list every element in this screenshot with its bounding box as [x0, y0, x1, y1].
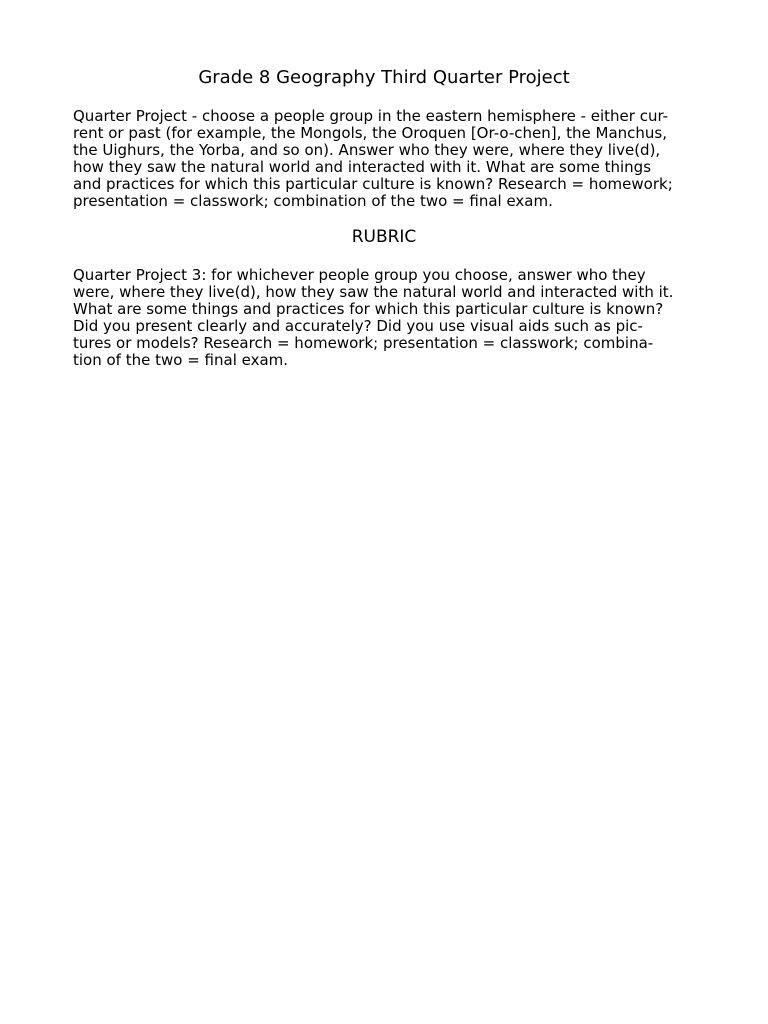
paragraph-line: presentation = classwork; combination of the two = final exam.: [73, 192, 553, 210]
paragraph-line: and practices for which this particular culture is known? Research = homework;: [73, 175, 673, 193]
paragraph-line: Did you present clearly and accurately? Did you use visual aids such as pic-: [73, 317, 643, 335]
paragraph-line: how they saw the natural world and interacted with it. What are some things: [73, 158, 652, 176]
paragraph-line: Quarter Project - choose a people group in the eastern hemisphere - either cur-: [73, 107, 669, 125]
paragraph-line: rent or past (for example, the Mongols, the Oroquen [Or-o-chen], the Manchus,: [73, 124, 667, 142]
paragraph-line: tion of the two = final exam.: [73, 351, 289, 369]
rubric-paragraph: [73, 267, 713, 369]
paragraph-line: were, where they live(d), how they saw the natural world and interacted with it.: [73, 283, 674, 301]
project-description-paragraph: [73, 108, 713, 210]
paragraph-line: the Uighurs, the Yorba, and so on). Answer who they were, where they live(d),: [73, 141, 661, 159]
paragraph-line: Quarter Project 3: for whichever people group you choose, answer who they: [73, 266, 646, 284]
rubric-heading: RUBRIC: [351, 227, 417, 247]
document-title: Grade 8 Geography Third Quarter Project: [198, 67, 570, 88]
paragraph-line: What are some things and practices for which this particular culture is known?: [73, 300, 664, 318]
paragraph-line: tures or models? Research = homework; presentation = classwork; combina-: [73, 334, 654, 352]
